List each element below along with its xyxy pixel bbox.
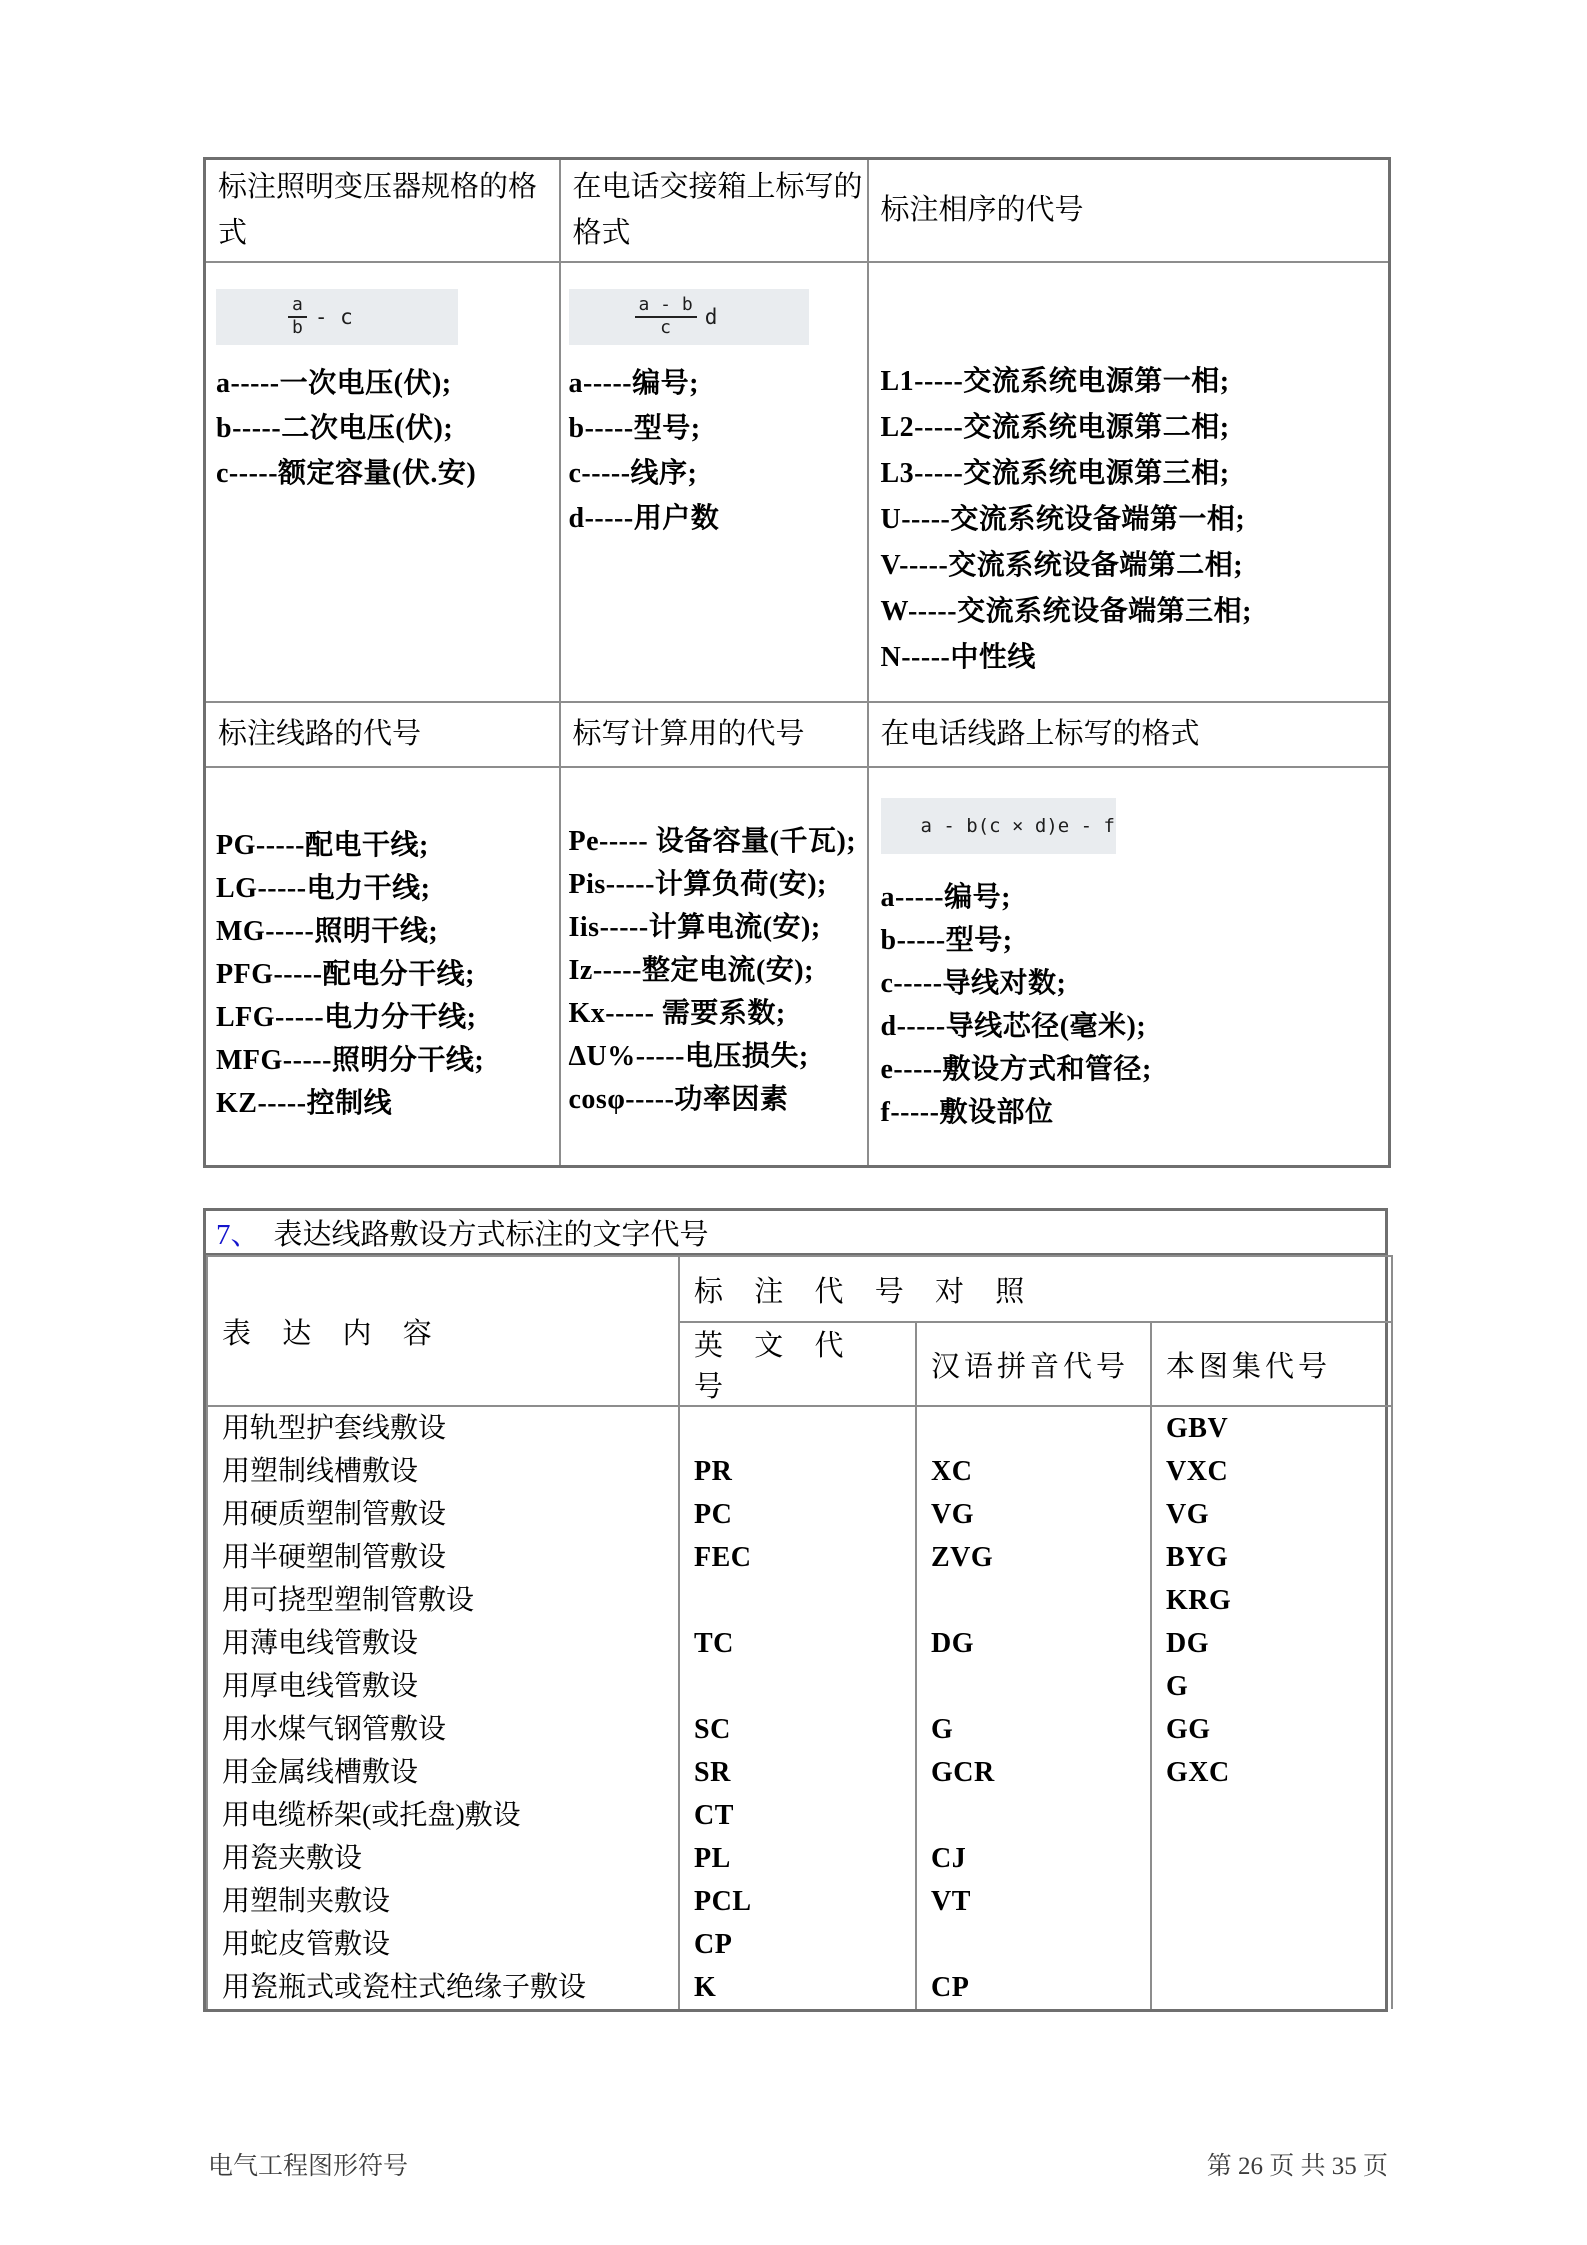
content-cell: 用水煤气钢管敷设 xyxy=(207,1708,679,1751)
header-cell-calc-codes: 标写计算用的代号 xyxy=(560,702,868,767)
content-cell: 用瓷瓶式或瓷柱式绝缘子敷设 xyxy=(207,1966,679,2009)
fraction xyxy=(288,295,307,338)
english-code-cell: TC xyxy=(679,1622,916,1665)
pinyin-code-cell: VT xyxy=(916,1880,1151,1923)
cell-phase-codes xyxy=(868,262,1390,702)
footer-document-title: 电气工程图形符号 xyxy=(208,2153,409,2180)
table-row xyxy=(207,1837,1392,1880)
pinyin-code-cell xyxy=(916,1406,1151,1450)
legend-line: d-----导线芯径(毫米); xyxy=(880,1010,1147,1042)
english-code-cell: PC xyxy=(679,1493,916,1536)
legend-line: L3-----交流系统电源第三相; xyxy=(880,457,1230,489)
content-cell: 用轨型护套线敷设 xyxy=(207,1406,679,1450)
legend-line: U-----交流系统设备端第一相; xyxy=(880,503,1246,535)
legend-lines xyxy=(216,824,559,1125)
legend-line: Kx----- 需要系数; xyxy=(568,997,786,1029)
legend-line: a-----编号; xyxy=(568,367,699,399)
atlas-code-cell xyxy=(1151,1966,1392,2009)
english-code-cell: PCL xyxy=(679,1880,916,1923)
table-row xyxy=(207,1493,1392,1536)
table-row xyxy=(207,1579,1392,1622)
table-row xyxy=(207,1794,1392,1837)
table-header-row xyxy=(205,702,1390,767)
cell-phonebox-format xyxy=(560,262,868,702)
pinyin-code-cell xyxy=(916,1923,1151,1966)
table-row xyxy=(207,1923,1392,1966)
english-code-cell: PR xyxy=(679,1450,916,1493)
table-row xyxy=(207,1536,1392,1579)
legend-line: L2-----交流系统电源第二相; xyxy=(880,411,1230,443)
content-cell: 用可挠型塑制管敷设 xyxy=(207,1579,679,1622)
wiring-codes-grid xyxy=(206,1255,1393,2009)
atlas-code-cell xyxy=(1151,1794,1392,1837)
legend-line: PFG-----配电分干线; xyxy=(216,958,475,990)
atlas-code-cell: DG xyxy=(1151,1622,1392,1665)
header-cell-pinyin-code: 汉语拼音代号 xyxy=(916,1322,1151,1406)
content-cell: 用金属线槽敷设 xyxy=(207,1751,679,1794)
cell-phoneline-format xyxy=(868,767,1390,1167)
atlas-code-cell xyxy=(1151,1923,1392,1966)
atlas-code-cell: GG xyxy=(1151,1708,1392,1751)
table-body-row xyxy=(205,262,1390,702)
pinyin-code-cell: DG xyxy=(916,1622,1151,1665)
header-cell-code-compare: 标 注 代 号 对 照 xyxy=(679,1256,1392,1322)
header-cell-content: 表 达 内 容 xyxy=(207,1256,679,1406)
legend-line: MG-----照明干线; xyxy=(216,915,439,947)
pinyin-code-cell: VG xyxy=(916,1493,1151,1536)
english-code-cell: K xyxy=(679,1966,916,2009)
formula-text: a - b(c × d)e - f xyxy=(920,814,1115,837)
legend-line: cosφ-----功率因素 xyxy=(568,1083,789,1115)
atlas-code-cell: VXC xyxy=(1151,1450,1392,1493)
content-cell: 用硬质塑制管敷设 xyxy=(207,1493,679,1536)
table-row xyxy=(207,1751,1392,1794)
english-code-cell: CP xyxy=(679,1923,916,1966)
legend-line: b-----二次电压(伏); xyxy=(216,412,454,444)
legend-line: c-----额定容量(伏.安) xyxy=(216,457,477,489)
legend-line: Pis-----计算负荷(安); xyxy=(568,868,827,900)
content-cell: 用电缆桥架(或托盘)敷设 xyxy=(207,1794,679,1837)
pinyin-code-cell xyxy=(916,1579,1151,1622)
legend-line: b-----型号; xyxy=(568,412,701,444)
table-row xyxy=(207,1406,1392,1450)
content-cell: 用塑制线槽敷设 xyxy=(207,1450,679,1493)
fraction-numerator: a xyxy=(288,295,307,318)
table-row xyxy=(207,1450,1392,1493)
legend-lines xyxy=(881,876,1389,1134)
english-code-cell xyxy=(679,1665,916,1708)
fraction-numerator: a - b xyxy=(635,295,697,318)
table-row xyxy=(207,1708,1392,1751)
pinyin-code-cell: CJ xyxy=(916,1837,1151,1880)
formula-image xyxy=(216,289,458,345)
formula-image xyxy=(881,798,1116,854)
legend-line: W-----交流系统设备端第三相; xyxy=(880,595,1252,627)
legend-line: Pe----- 设备容量(千瓦); xyxy=(568,825,857,857)
english-code-cell xyxy=(679,1579,916,1622)
header-cell-atlas-code: 本图集代号 xyxy=(1151,1322,1392,1406)
table-body-row xyxy=(205,767,1390,1167)
legend-line: PG-----配电干线; xyxy=(216,829,429,861)
legend-line: ΔU%-----电压损失; xyxy=(568,1040,809,1072)
legend-line: f-----敷设部位 xyxy=(880,1096,1054,1128)
english-code-cell: SR xyxy=(679,1751,916,1794)
legend-lines xyxy=(216,361,559,496)
content-cell: 用半硬塑制管敷设 xyxy=(207,1536,679,1579)
pinyin-code-cell xyxy=(916,1665,1151,1708)
atlas-code-cell xyxy=(1151,1880,1392,1923)
english-code-cell xyxy=(679,1406,916,1450)
pinyin-code-cell: CP xyxy=(916,1966,1151,2009)
legend-line: a-----一次电压(伏); xyxy=(216,367,452,399)
table-row xyxy=(207,1966,1392,2009)
content-cell: 用薄电线管敷设 xyxy=(207,1622,679,1665)
atlas-code-cell: GXC xyxy=(1151,1751,1392,1794)
header-cell-transformer-format: 标注照明变压器规格的格式 xyxy=(205,159,560,262)
fraction-denominator: c xyxy=(660,316,672,338)
header-cell-phoneline-format: 在电话线路上标写的格式 xyxy=(868,702,1390,767)
content-cell: 用瓷夹敷设 xyxy=(207,1837,679,1880)
section-title-bar xyxy=(206,1211,1385,1255)
section-title: 表达线路敷设方式标注的文字代号 xyxy=(273,1218,709,1251)
legend-line: LFG-----电力分干线; xyxy=(216,1001,477,1033)
legend-line: LG-----电力干线; xyxy=(216,872,431,904)
table-row xyxy=(207,1622,1392,1665)
atlas-code-cell: G xyxy=(1151,1665,1392,1708)
wiring-method-table xyxy=(203,1208,1388,2012)
english-code-cell: SC xyxy=(679,1708,916,1751)
atlas-code-cell xyxy=(1151,1837,1392,1880)
header-cell-phase-codes: 标注相序的代号 xyxy=(868,159,1390,262)
table-row xyxy=(207,1880,1392,1923)
pinyin-code-cell: ZVG xyxy=(916,1536,1151,1579)
formula-image xyxy=(569,289,809,345)
pinyin-code-cell: XC xyxy=(916,1450,1151,1493)
cell-calc-codes xyxy=(560,767,868,1167)
english-code-cell: FEC xyxy=(679,1536,916,1579)
legend-line: N-----中性线 xyxy=(880,641,1036,673)
atlas-code-cell: VG xyxy=(1151,1493,1392,1536)
legend-line: e-----敷设方式和管径; xyxy=(880,1053,1152,1085)
cell-line-codes xyxy=(205,767,560,1167)
fraction xyxy=(635,295,697,338)
pinyin-code-cell: G xyxy=(916,1708,1151,1751)
fraction-denominator: b xyxy=(292,316,303,338)
legend-lines xyxy=(569,361,867,541)
legend-lines xyxy=(569,820,867,1121)
legend-line: L1-----交流系统电源第一相; xyxy=(880,365,1230,397)
pinyin-code-cell xyxy=(916,1794,1151,1837)
legend-lines xyxy=(881,359,1389,681)
legend-line: c-----导线对数; xyxy=(880,967,1067,999)
header-cell-english-code: 英 文 代 号 xyxy=(679,1322,916,1406)
atlas-code-cell: BYG xyxy=(1151,1536,1392,1579)
header-cell-phonebox-format: 在电话交接箱上标写的格式 xyxy=(560,159,868,262)
legend-line: b-----型号; xyxy=(880,924,1013,956)
table-header-row xyxy=(207,1256,1392,1322)
content-cell: 用厚电线管敷设 xyxy=(207,1665,679,1708)
pinyin-code-cell: GCR xyxy=(916,1751,1151,1794)
header-cell-line-codes: 标注线路的代号 xyxy=(205,702,560,767)
legend-line: d-----用户数 xyxy=(568,502,720,534)
legend-line: a-----编号; xyxy=(880,881,1011,913)
legend-line: c-----线序; xyxy=(568,457,698,489)
footer-page-number: 第 26 页 共 35 页 xyxy=(1206,2153,1388,2180)
legend-line: V-----交流系统设备端第二相; xyxy=(880,549,1244,581)
notation-format-table xyxy=(203,157,1391,1168)
content-cell: 用蛇皮管敷设 xyxy=(207,1923,679,1966)
atlas-code-cell: GBV xyxy=(1151,1406,1392,1450)
english-code-cell: CT xyxy=(679,1794,916,1837)
legend-line: MFG-----照明分干线; xyxy=(216,1044,485,1076)
atlas-code-cell: KRG xyxy=(1151,1579,1392,1622)
formula-suffix: d xyxy=(704,304,718,329)
legend-line: Iz-----整定电流(安); xyxy=(568,954,814,986)
formula-suffix: - c xyxy=(314,304,353,329)
legend-line: KZ-----控制线 xyxy=(216,1087,393,1119)
table-row xyxy=(207,1665,1392,1708)
section-number: 7、 xyxy=(216,1218,260,1251)
legend-line: Iis-----计算电流(安); xyxy=(568,911,821,943)
cell-transformer-format xyxy=(205,262,560,702)
content-cell: 用塑制夹敷设 xyxy=(207,1880,679,1923)
english-code-cell: PL xyxy=(679,1837,916,1880)
table-header-row xyxy=(205,159,1390,262)
